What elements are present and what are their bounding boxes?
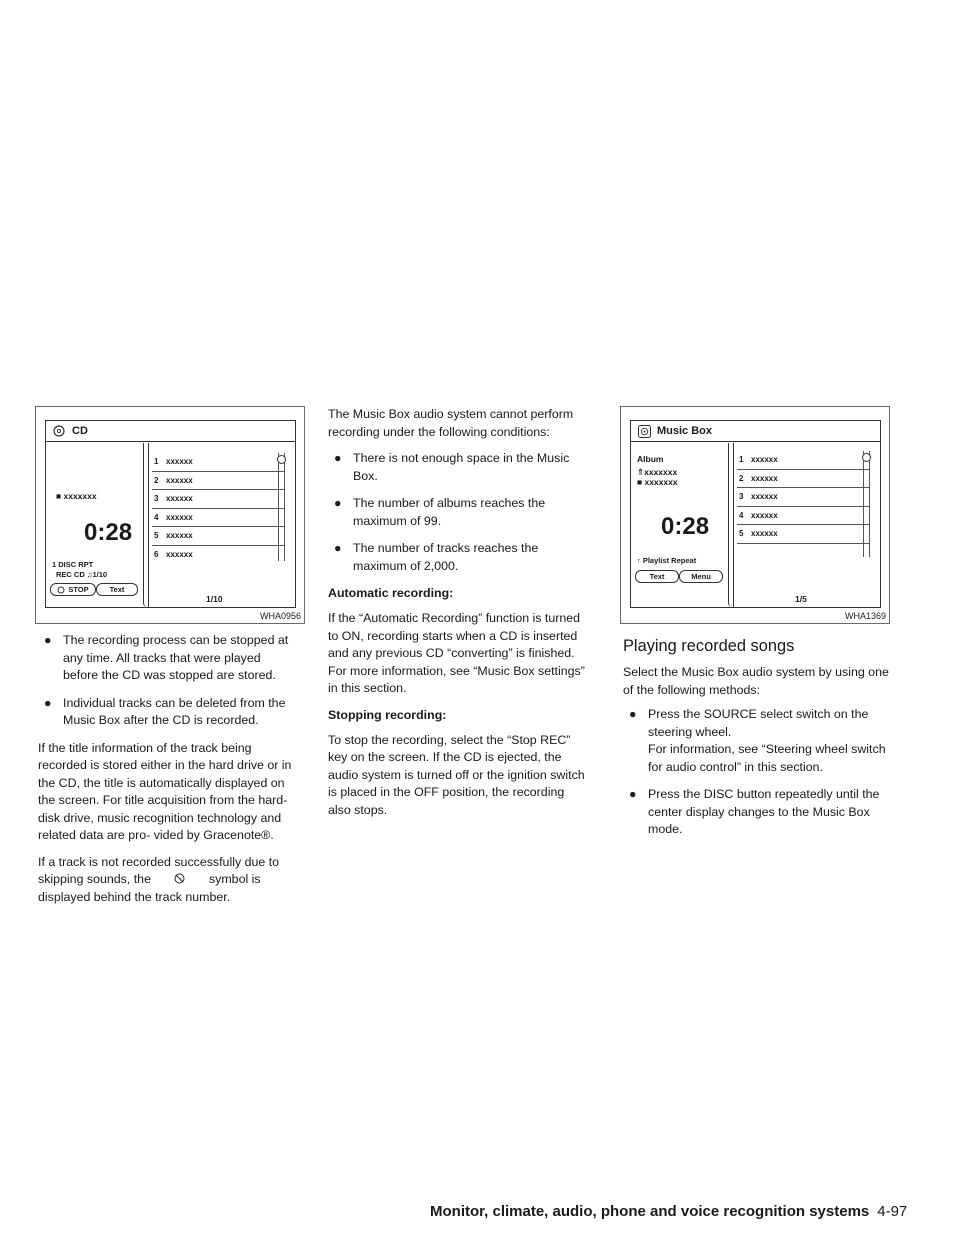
track-row[interactable] bbox=[152, 546, 284, 564]
track-number: 5 bbox=[154, 531, 159, 541]
page-number: 4-97 bbox=[877, 1203, 908, 1220]
track-row[interactable] bbox=[737, 507, 869, 526]
page-indicator: 1/10 bbox=[206, 594, 223, 604]
bullet-subtext: For information, see “Steering wheel switch for audio control” in this section. bbox=[648, 742, 886, 774]
bullet-text: Press the DISC button repeatedly until the center display changes to the Music Box mode. bbox=[648, 787, 880, 836]
footer-title: Monitor, climate, audio, phone and voice recognition systems bbox=[430, 1203, 870, 1220]
now-playing-panel bbox=[46, 443, 140, 607]
bullet-text: There is not enough space in the Music Box. bbox=[353, 451, 570, 483]
page-footer bbox=[430, 1203, 907, 1220]
track-title: xxxxxx bbox=[166, 457, 193, 467]
screen-header bbox=[631, 421, 880, 442]
bullet-item: ● The recording process can be stopped at any time. All tracks that were played before the CD was stopped are stored. bbox=[44, 633, 289, 682]
paragraph: To stop the recording, select the “Stop REC” key on the screen. If the CD is ejected, the audio system is turned off or the ignition switch is placed in the OFF position, the recording also stops. bbox=[328, 732, 585, 817]
menu-button[interactable]: Menu bbox=[679, 570, 723, 583]
paragraph bbox=[38, 854, 296, 907]
track-title: xxxxxx bbox=[166, 531, 193, 541]
track-number: 1 bbox=[154, 457, 159, 467]
bullet-item: ● Press the DISC button repeatedly until the center display changes to the Music Box mode. bbox=[629, 787, 880, 836]
scroll-thumb[interactable] bbox=[862, 453, 871, 462]
paragraph: If the title information of the track being recorded is stored either in the hard drive or in the CD, the title is automatically displayed on the screen. For title acquisition from the hard-disk drive, music recognition technology and related data are pro- vided by Gracenote®. bbox=[38, 740, 292, 842]
repeat-mode: ↑ Playlist Repeat bbox=[637, 556, 697, 565]
stop-button[interactable] bbox=[50, 583, 96, 596]
track-row[interactable] bbox=[737, 488, 869, 507]
track-row[interactable] bbox=[152, 490, 284, 509]
person-icon: ⇑ bbox=[637, 467, 645, 477]
track-row[interactable] bbox=[152, 472, 284, 491]
col3-text bbox=[623, 636, 897, 849]
scrollbar[interactable] bbox=[278, 453, 285, 561]
section-heading: Playing recorded songs bbox=[623, 637, 795, 655]
bullet-text: The number of albums reaches the maximum of 99. bbox=[353, 496, 546, 528]
figure-code: WHA1369 bbox=[844, 611, 886, 621]
track-number: 6 bbox=[154, 549, 159, 559]
scroll-thumb[interactable] bbox=[277, 455, 286, 464]
screen-title: Music Box bbox=[657, 425, 713, 437]
page-indicator: 1/5 bbox=[795, 594, 807, 604]
track-number: 1 bbox=[739, 455, 744, 465]
circle-icon bbox=[57, 586, 65, 594]
elapsed-time: 0:28 bbox=[84, 519, 133, 546]
skip-symbol-icon bbox=[151, 871, 209, 889]
bullet-item: ● There is not enough space in the Music Box. bbox=[334, 451, 570, 483]
cd-screen-figure bbox=[35, 406, 305, 624]
track-number: 3 bbox=[154, 494, 159, 504]
track-title: xxxxxx bbox=[166, 475, 193, 485]
cd-screen bbox=[45, 420, 296, 608]
paragraph: Select the Music Box audio system by using one of the following methods: bbox=[623, 665, 889, 697]
bullet-item: ● The number of albums reaches the maximum of 99. bbox=[334, 496, 546, 528]
text-button[interactable]: Text bbox=[635, 570, 679, 583]
paragraph: The Music Box audio system cannot perform recording under the following conditions: bbox=[328, 407, 574, 439]
track-row[interactable] bbox=[737, 525, 869, 544]
track-list bbox=[152, 453, 284, 563]
elapsed-time: 0:28 bbox=[661, 513, 710, 540]
cd-disc-icon bbox=[52, 424, 66, 438]
artist-name: xxxxxxx bbox=[644, 467, 678, 477]
track-title: xxxxxx bbox=[166, 512, 193, 522]
track-title: xxxxxx bbox=[751, 510, 778, 520]
now-playing-panel bbox=[631, 443, 725, 607]
track-row[interactable] bbox=[737, 451, 869, 470]
track-name: ■ xxxxxxx bbox=[637, 477, 678, 487]
section-heading: Stopping recording: bbox=[328, 707, 447, 722]
music-box-icon bbox=[637, 424, 651, 438]
track-row[interactable] bbox=[152, 527, 284, 546]
bullet-text: The number of tracks reaches the maximum of 2,000. bbox=[353, 541, 539, 573]
screen-title: CD bbox=[72, 425, 88, 437]
col2-text bbox=[328, 406, 586, 819]
bullet-item: ● Press the SOURCE select switch on the steering wheel. For information, see “Steering wheel switch for audio control” in this section. bbox=[623, 706, 897, 776]
music-box-screen bbox=[630, 420, 881, 608]
scrollbar[interactable] bbox=[863, 451, 870, 557]
track-title: xxxxxx bbox=[751, 455, 778, 465]
paragraph-part: symbol is displayed behind the track number. bbox=[38, 872, 261, 904]
track-list bbox=[737, 451, 869, 544]
track-number: 4 bbox=[154, 512, 159, 522]
bullet-text: The recording process can be stopped at any time. All tracks that were played before the CD was stopped are stored. bbox=[63, 633, 289, 682]
screen-header bbox=[46, 421, 295, 442]
stop-label: STOP bbox=[68, 585, 89, 594]
paragraph-part: If a track is not recorded successfully due to skipping sounds, the bbox=[38, 854, 280, 886]
bullet-item: ● The number of tracks reaches the maximum of 2,000. bbox=[334, 541, 539, 573]
bullet-item: ● Individual tracks can be deleted from the Music Box after the CD is recorded. bbox=[44, 695, 286, 727]
track-title: xxxxxx bbox=[166, 494, 193, 504]
section-heading: Automatic recording: bbox=[328, 586, 454, 600]
music-box-screen-figure bbox=[620, 406, 890, 624]
panel-divider bbox=[143, 443, 149, 607]
track-title: xxxxxx bbox=[751, 492, 778, 502]
panel-divider bbox=[728, 443, 734, 607]
album-label: Album bbox=[637, 454, 664, 464]
track-number: 2 bbox=[739, 473, 744, 483]
track-name: ■ xxxxxxx bbox=[56, 491, 97, 501]
rec-status: REC CD ♫1/10 bbox=[56, 570, 108, 579]
paragraph: If the “Automatic Recording” function is turned to ON, recording starts when a CD is inserted and any previous CD “converting” is finished. For more information, see “Music Box settings” in this section. bbox=[328, 611, 585, 695]
track-row[interactable] bbox=[152, 509, 284, 528]
bullet-text: Press the SOURCE select switch on the steering wheel. bbox=[648, 707, 869, 739]
track-number: 2 bbox=[154, 475, 159, 485]
repeat-mode: 1 DISC RPT bbox=[52, 560, 94, 569]
track-number: 5 bbox=[739, 529, 744, 539]
track-title: xxxxxx bbox=[751, 529, 778, 539]
text-button[interactable]: Text bbox=[96, 583, 138, 596]
figure-code: WHA0956 bbox=[259, 611, 301, 621]
track-row[interactable] bbox=[152, 453, 284, 472]
bullet-text: Individual tracks can be deleted from the Music Box after the CD is recorded. bbox=[63, 695, 286, 727]
track-number: 3 bbox=[739, 492, 744, 502]
track-row[interactable] bbox=[737, 470, 869, 489]
track-title: xxxxxx bbox=[751, 473, 778, 483]
track-title: xxxxxx bbox=[166, 549, 193, 559]
col1-text bbox=[38, 632, 296, 906]
track-number: 4 bbox=[739, 510, 744, 520]
